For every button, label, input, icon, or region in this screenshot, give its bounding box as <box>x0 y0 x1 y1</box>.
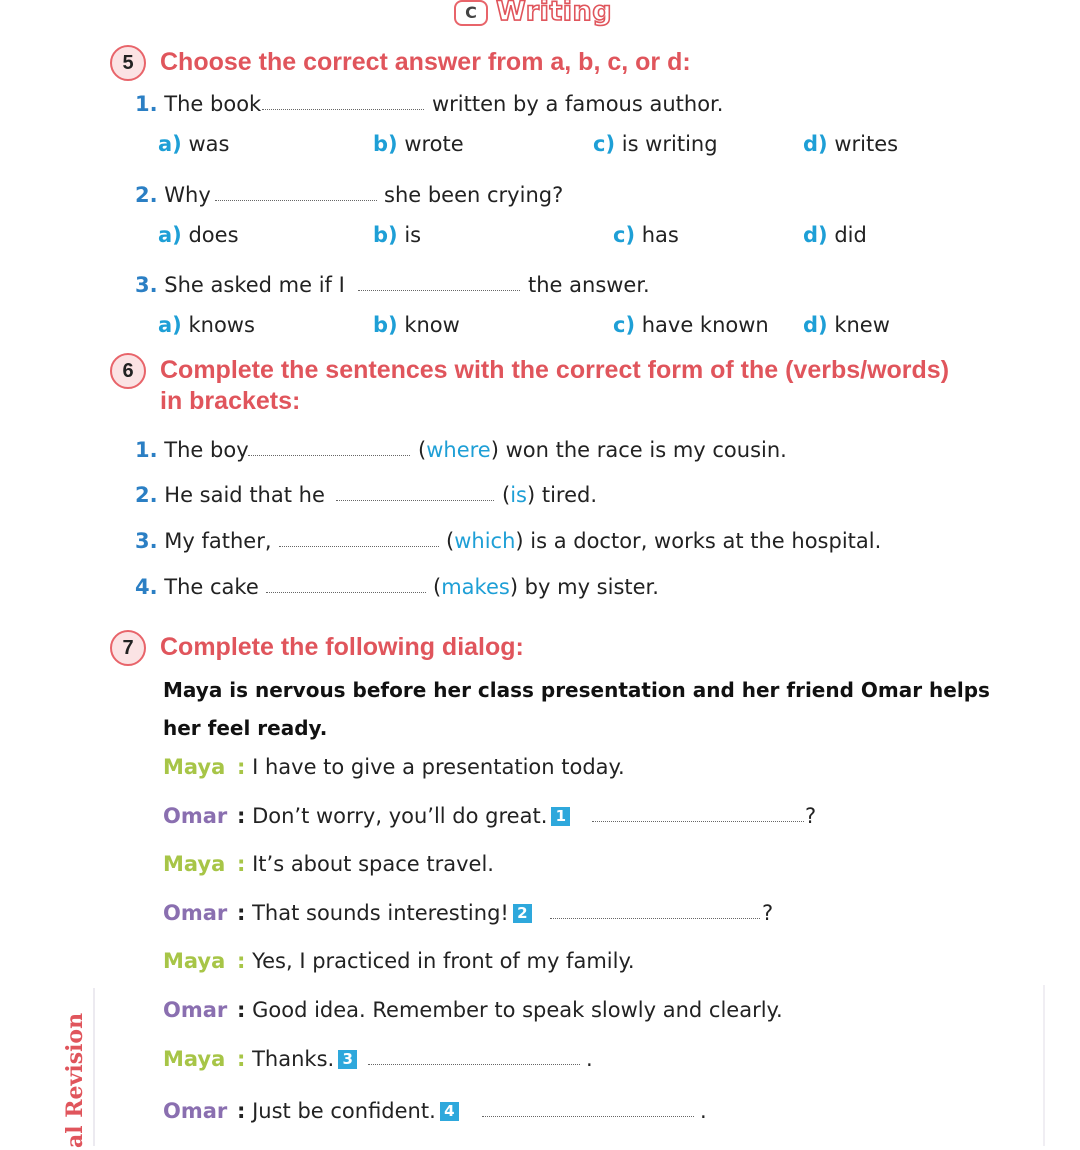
speaker-maya: Maya <box>163 1047 226 1071</box>
option-text: knew <box>834 313 890 337</box>
q5-item-1-after: written by a famous author. <box>432 92 724 116</box>
q5-3-option-b[interactable] <box>373 312 460 338</box>
dialog-text: Don’t worry, you’ll do great. <box>252 804 548 828</box>
q6-item-3 <box>135 528 272 554</box>
q6-item-3-after: ) is a doctor, works at the hospital. <box>515 529 882 553</box>
section-letter-badge: C <box>454 0 488 26</box>
dialog-line-3: Maya : It’s about space travel. <box>163 852 494 876</box>
dialog-line-7-end: . <box>586 1047 593 1071</box>
q6-item-2-word: is <box>510 483 527 507</box>
q5-item-2-blank[interactable] <box>215 200 377 201</box>
dialog-line-1: Maya : I have to give a presentation today. <box>163 755 625 779</box>
q6-item-2-before: He said that he <box>164 483 325 507</box>
question-6-title-line2: in brackets: <box>160 387 301 415</box>
gap-number-4: 4 <box>440 1102 459 1121</box>
option-text: know <box>404 313 460 337</box>
dialog-text: It’s about space travel. <box>252 852 494 876</box>
dialog-text: Yes, I practiced in front of my family. <box>252 949 635 973</box>
q6-item-1-num: 1. <box>135 438 158 462</box>
q6-item-1-after: ) won the race is my cousin. <box>490 438 787 462</box>
q5-item-1 <box>135 91 261 117</box>
q5-3-option-d[interactable] <box>803 312 890 338</box>
question-7-title: Complete the following dialog: <box>160 633 524 661</box>
q7-prompt-line2: her feel ready. <box>163 716 328 740</box>
q5-item-2-before: Why <box>164 183 211 207</box>
dialog-gap-1-blank[interactable] <box>592 821 804 822</box>
q5-item-2-after: she been crying? <box>384 183 564 207</box>
q5-item-3-before: She asked me if I <box>164 273 345 297</box>
q5-3-option-c[interactable] <box>613 312 769 338</box>
q5-item-3-num: 3. <box>135 273 158 297</box>
q5-item-2 <box>135 182 211 208</box>
q5-2-option-a[interactable] <box>158 222 239 248</box>
speaker-omar: Omar <box>163 804 228 828</box>
question-5-number: 5 <box>110 45 146 81</box>
option-text: wrote <box>404 132 464 156</box>
option-letter: a) <box>158 223 182 247</box>
q5-1-option-d[interactable] <box>803 131 898 157</box>
dialog-gap-4-blank[interactable] <box>482 1116 694 1117</box>
q5-item-1-blank[interactable] <box>262 109 424 110</box>
option-text: is writing <box>621 132 718 156</box>
q6-item-2-rest: (is) tired. <box>502 483 598 507</box>
q6-item-1-word: where <box>426 438 491 462</box>
q6-item-3-rest: (which) is a doctor, works at the hospital. <box>446 529 882 553</box>
q6-item-4-before: The cake <box>164 575 259 599</box>
question-6-number: 6 <box>110 353 146 389</box>
q5-2-option-d[interactable] <box>803 222 867 248</box>
q6-item-2-after: ) tired. <box>526 483 598 507</box>
option-letter: a) <box>158 313 182 337</box>
q6-item-3-blank[interactable] <box>279 546 439 547</box>
q5-item-3-blank[interactable] <box>358 290 520 291</box>
q5-item-1-num: 1. <box>135 92 158 116</box>
q6-item-1-before: The boy <box>164 438 249 462</box>
q5-2-option-c[interactable] <box>613 222 679 248</box>
option-letter: c) <box>613 223 636 247</box>
q7-prompt-line1: Maya is nervous before her class presentation and her friend Omar helps <box>163 678 990 702</box>
question-5-title: Choose the correct answer from a, b, c, or d: <box>160 48 691 76</box>
dialog-line-6: Omar : Good idea. Remember to speak slowly and clearly. <box>163 998 783 1022</box>
option-letter: d) <box>803 313 828 337</box>
q5-item-3-after: the answer. <box>528 273 650 297</box>
q6-item-1-blank[interactable] <box>248 455 410 456</box>
dialog-gap-2-blank[interactable] <box>550 918 760 919</box>
dialog-line-4: Omar : That sounds interesting! 2 <box>163 900 532 926</box>
gap-number-2: 2 <box>513 904 532 923</box>
speaker-maya: Maya <box>163 852 226 876</box>
option-letter: b) <box>373 132 398 156</box>
option-letter: d) <box>803 223 828 247</box>
speaker-omar: Omar <box>163 901 228 925</box>
option-text: has <box>641 223 679 247</box>
dialog-line-5: Maya : Yes, I practiced in front of my family. <box>163 949 635 973</box>
q5-2-option-b[interactable] <box>373 222 421 248</box>
q6-item-4-word: makes <box>441 575 510 599</box>
q6-item-2 <box>135 482 325 508</box>
option-text: does <box>188 223 239 247</box>
q6-item-1-rest: (where) won the race is my cousin. <box>418 438 787 462</box>
dialog-line-8-end: . <box>700 1099 707 1123</box>
option-text: writes <box>834 132 899 156</box>
q6-item-2-num: 2. <box>135 483 158 507</box>
option-letter: c) <box>593 132 616 156</box>
option-letter: b) <box>373 223 398 247</box>
dialog-line-4-end: ? <box>762 901 774 925</box>
dialog-line-7: Maya : Thanks. 3 <box>163 1046 357 1072</box>
dialog-text: That sounds interesting! <box>252 901 509 925</box>
q5-1-option-b[interactable] <box>373 131 464 157</box>
speaker-maya: Maya <box>163 949 226 973</box>
q6-item-4 <box>135 574 259 600</box>
q6-item-2-blank[interactable] <box>336 500 494 501</box>
dialog-text: Thanks. <box>252 1047 335 1071</box>
speaker-omar: Omar <box>163 1099 228 1123</box>
dialog-text: Good idea. Remember to speak slowly and clearly. <box>252 998 783 1022</box>
option-letter: b) <box>373 313 398 337</box>
speaker-maya: Maya <box>163 755 226 779</box>
section-title: Writing <box>496 0 613 27</box>
option-text: was <box>188 132 230 156</box>
q5-item-3 <box>135 272 345 298</box>
q6-item-3-before: My father, <box>164 529 272 553</box>
question-6-title-line1: Complete the sentences with the correct form of the (verbs/words) <box>160 356 950 384</box>
option-letter: a) <box>158 132 182 156</box>
option-text: have known <box>641 313 769 337</box>
q5-1-option-c[interactable] <box>593 131 718 157</box>
gap-number-1: 1 <box>551 807 570 826</box>
q6-item-3-num: 3. <box>135 529 158 553</box>
option-text: is <box>404 223 422 247</box>
q6-item-1 <box>135 437 249 463</box>
q6-item-4-after: ) by my sister. <box>509 575 659 599</box>
right-divider <box>1043 985 1045 1146</box>
q6-item-3-word: which <box>454 529 516 553</box>
q6-item-4-blank[interactable] <box>266 592 426 593</box>
option-letter: c) <box>613 313 636 337</box>
dialog-line-8: Omar : Just be confident. 4 <box>163 1098 459 1124</box>
side-tab-text: al Revision <box>62 1012 88 1148</box>
dialog-line-2: Omar : Don’t worry, you’ll do great. 1 <box>163 803 570 829</box>
q6-item-4-rest: (makes) by my sister. <box>433 575 659 599</box>
dialog-gap-3-blank[interactable] <box>368 1064 580 1065</box>
q5-3-option-a[interactable] <box>158 312 255 338</box>
q5-item-2-num: 2. <box>135 183 158 207</box>
question-7-number: 7 <box>110 630 146 666</box>
option-letter: d) <box>803 132 828 156</box>
option-text: did <box>834 223 867 247</box>
option-text: knows <box>188 313 255 337</box>
speaker-omar: Omar <box>163 998 228 1022</box>
dialog-text: I have to give a presentation today. <box>252 755 625 779</box>
dialog-line-2-end: ? <box>805 804 817 828</box>
side-tab-label <box>62 1012 102 1150</box>
q5-item-1-before: The book <box>164 92 262 116</box>
q5-1-option-a[interactable] <box>158 131 229 157</box>
gap-number-3: 3 <box>338 1050 357 1069</box>
q6-item-4-num: 4. <box>135 575 158 599</box>
dialog-text: Just be confident. <box>252 1099 436 1123</box>
